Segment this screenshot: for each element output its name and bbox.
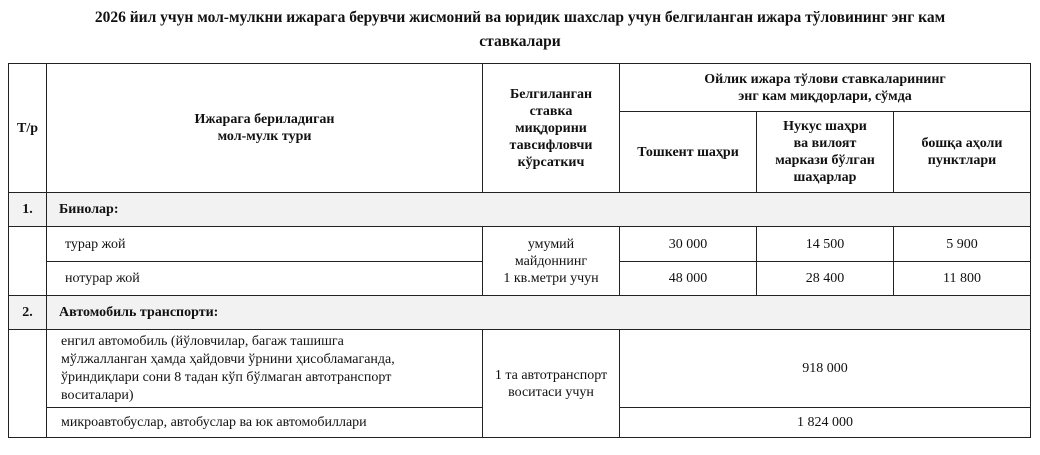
value-nukus: 14 500 — [757, 227, 894, 262]
value-tashkent: 30 000 — [620, 227, 757, 262]
section-row-auto — [9, 296, 1031, 330]
section-title: Автомобиль транспорти: — [47, 296, 1031, 330]
section-number: 1. — [9, 193, 47, 227]
table-row-residential — [9, 227, 1031, 262]
table-row-car — [9, 330, 1031, 408]
property-label: енгил автомобиль (йўловчилар, багаж ташишга мўлжалланган ҳамда ҳайдовчи ўрнини ҳисобламаганда, ўриндиқлари сони 8 тадан кўп бўлмаган автотранспорт воситалари) — [47, 330, 483, 408]
value-other: 11 800 — [894, 262, 1031, 296]
title-line-1: 2026 йил учун мол-мулкни ижарага берувчи жисмоний ва юридик шахслар учун белгиланган ижара тўловининг энг кам — [94, 9, 946, 26]
document-title — [0, 6, 1040, 54]
section-row-buildings — [9, 193, 1031, 227]
header-other-settlements: бошқа аҳоли пунктлари — [894, 112, 1031, 193]
header-monthly-rates: Ойлик ижара тўлови ставкаларининг энг кам миқдорлари, сўмда — [620, 64, 1031, 112]
property-label: турар жой — [47, 227, 483, 262]
property-label: микроавтобуслар, автобуслар ва юк автомобиллари — [47, 408, 483, 438]
header-row-1 — [9, 64, 1031, 112]
empty-number-cell — [9, 330, 47, 438]
property-label: нотурар жой — [47, 262, 483, 296]
value-tashkent: 48 000 — [620, 262, 757, 296]
value-all-regions: 918 000 — [620, 330, 1031, 408]
section-number: 2. — [9, 296, 47, 330]
header-number: Т/р — [9, 64, 47, 193]
rent-rates-table — [8, 63, 1031, 438]
value-other: 5 900 — [894, 227, 1031, 262]
section-title: Бинолар: — [47, 193, 1031, 227]
header-indicator: Белгиланган ставка миқдорини тавсифловчи кўрсаткич — [483, 64, 620, 193]
header-nukus: Нукус шаҳри ва вилоят маркази бўлган шаҳарлар — [757, 112, 894, 193]
header-property-type: Ижарага бериладиган мол-мулк тури — [47, 64, 483, 193]
title-line-2: ставкалари — [479, 33, 561, 50]
header-tashkent: Тошкент шаҳри — [620, 112, 757, 193]
value-all-regions: 1 824 000 — [620, 408, 1031, 438]
value-nukus: 28 400 — [757, 262, 894, 296]
indicator-cell: умумий майдоннинг 1 кв.метри учун — [483, 227, 620, 296]
empty-number-cell — [9, 227, 47, 296]
indicator-cell: 1 та автотранспорт воситаси учун — [483, 330, 620, 438]
